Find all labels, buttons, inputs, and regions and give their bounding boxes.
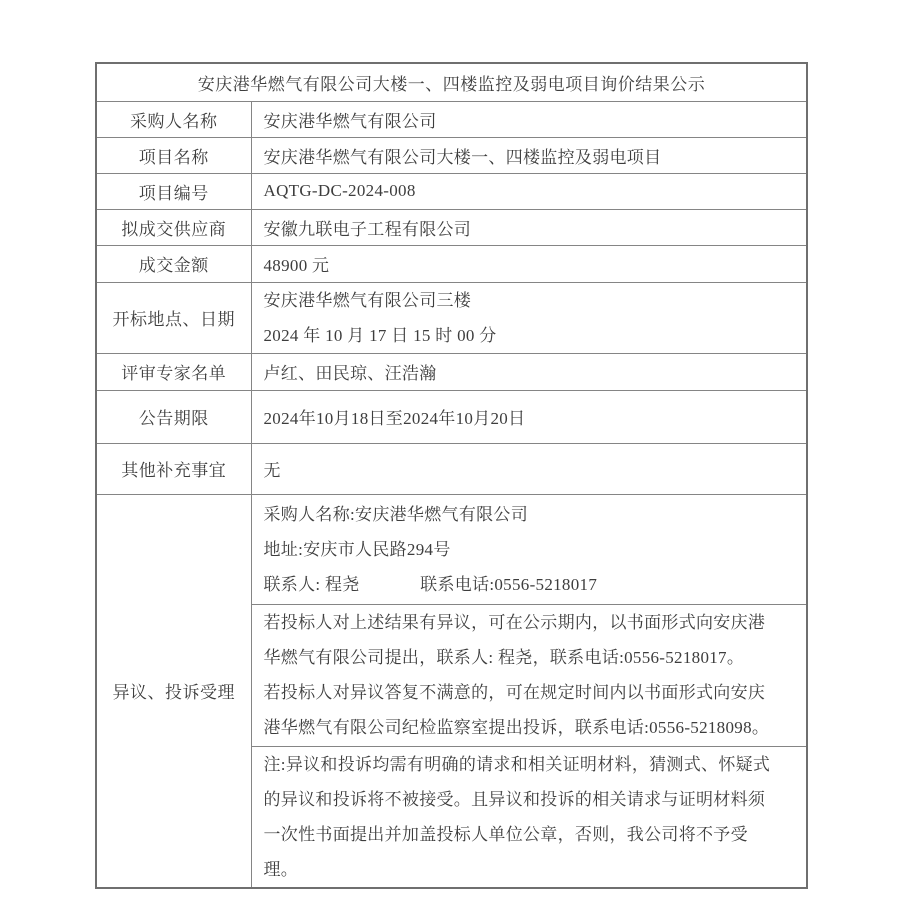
complaint-procedure-paragraph: 若投标人对异议答复不满意的，可在规定时间内以书面形式向安庆港华燃气有限公司纪检监察室提出投诉，联系电话:0556-5218098。 bbox=[263, 683, 770, 737]
bid-opening-place: 安庆港华燃气有限公司三楼 bbox=[263, 290, 472, 310]
bid-opening-datetime: 2024 年 10 月 17 日 15 时 00 分 bbox=[263, 325, 497, 345]
page-title: 安庆港华燃气有限公司大楼一、四楼监控及弱电项目询价结果公示 bbox=[96, 63, 807, 101]
row-value-experts: 卢红、田民琼、汪浩瀚 bbox=[251, 353, 807, 390]
table-row bbox=[96, 282, 807, 353]
table-row bbox=[96, 137, 807, 173]
row-label-supplier: 拟成交供应商 bbox=[96, 209, 251, 245]
row-value-other-matters: 无 bbox=[251, 443, 807, 494]
row-label-objection: 异议、投诉受理 bbox=[96, 494, 251, 888]
row-label-project-name: 项目名称 bbox=[96, 137, 251, 173]
row-value-project-name: 安庆港华燃气有限公司大楼一、四楼监控及弱电项目 bbox=[251, 137, 807, 173]
row-label-experts: 评审专家名单 bbox=[96, 353, 251, 390]
table-title-row bbox=[96, 63, 807, 101]
row-value-project-number: AQTG-DC-2024-008 bbox=[251, 173, 807, 209]
table-row bbox=[96, 209, 807, 245]
row-label-other-matters: 其他补充事宜 bbox=[96, 443, 251, 494]
table-row bbox=[96, 443, 807, 494]
objection-note-paragraph: 注:异议和投诉均需有明确的请求和相关证明材料，猜测式、怀疑式的异议和投诉将不被接受。且异议和投诉的相关请求与证明材料须一次性书面提出并加盖投标人单位公章，否则，我公司将不予受理。 bbox=[263, 754, 771, 879]
contact-person: 联系人: 程尧 bbox=[263, 574, 360, 594]
objection-note-cell bbox=[251, 746, 807, 888]
objection-purchaser-line: 采购人名称:安庆港华燃气有限公司 bbox=[263, 504, 529, 524]
row-value-purchaser: 安庆港华燃气有限公司 bbox=[251, 101, 807, 137]
objection-procedure-paragraph: 若投标人对上述结果有异议，可在公示期内，以书面形式向安庆港华燃气有限公司提出，联系人: 程尧，联系电话:0556-5218017。 bbox=[263, 613, 766, 667]
row-value-supplier: 安徽九联电子工程有限公司 bbox=[251, 209, 807, 245]
objection-contact-line bbox=[264, 567, 779, 602]
table-row bbox=[96, 245, 807, 282]
table-row bbox=[96, 173, 807, 209]
row-value-amount: 48900 元 bbox=[251, 245, 807, 282]
row-label-notice-period: 公告期限 bbox=[96, 390, 251, 443]
table-row bbox=[96, 353, 807, 390]
table-row bbox=[96, 390, 807, 443]
row-label-purchaser: 采购人名称 bbox=[96, 101, 251, 137]
inquiry-result-table bbox=[95, 62, 808, 889]
objection-address-line: 地址:安庆市人民路294号 bbox=[263, 539, 451, 559]
row-label-project-number: 项目编号 bbox=[96, 173, 251, 209]
row-value-notice-period: 2024年10月18日至2024年10月20日 bbox=[251, 390, 807, 443]
row-label-bid-opening: 开标地点、日期 bbox=[96, 282, 251, 353]
contact-phone: 联系电话:0556-5218017 bbox=[420, 574, 598, 594]
objection-procedure-cell bbox=[251, 604, 807, 746]
row-label-amount: 成交金额 bbox=[96, 245, 251, 282]
objection-contact-row bbox=[96, 494, 807, 604]
table-row bbox=[96, 101, 807, 137]
row-value-bid-opening bbox=[251, 282, 807, 353]
objection-contact-cell bbox=[251, 494, 807, 604]
